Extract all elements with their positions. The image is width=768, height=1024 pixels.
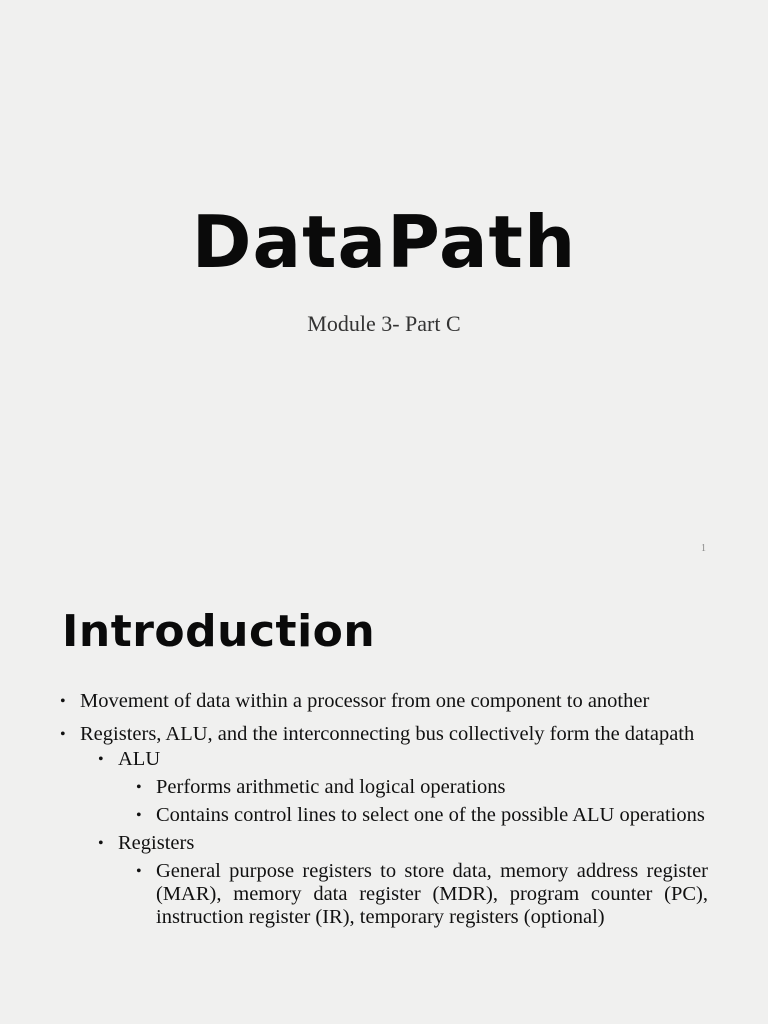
section-title: Introduction — [62, 606, 376, 657]
list-item-text: Movement of data within a processor from one component to another — [80, 690, 650, 712]
bullet-dot: • — [98, 835, 104, 852]
slide-title: DataPath — [191, 200, 577, 284]
list-item-text: General purpose registers to store data, memory address register (MAR), memory data register (MDR), program counter (PC), instruction register (IR), temporary registers (optional) — [156, 860, 708, 928]
bullet-dot: • — [98, 751, 104, 768]
list-item-text: Registers, ALU, and the interconnecting bus collectively form the datapath — [80, 723, 695, 745]
list-item-text: Contains control lines to select one of the possible ALU operations — [156, 804, 705, 826]
list-item — [58, 690, 708, 713]
list-item-text: Registers — [118, 832, 195, 854]
list-item — [58, 748, 708, 771]
list-item — [58, 804, 708, 827]
bullet-dot: • — [60, 693, 66, 710]
bullet-dot: • — [60, 726, 66, 743]
bullet-dot: • — [136, 779, 142, 796]
bullet-list — [58, 690, 708, 934]
page-number: 1 — [701, 543, 706, 554]
list-item — [58, 860, 708, 929]
bullet-dot: • — [136, 807, 142, 824]
bullet-dot: • — [136, 863, 142, 880]
list-item-text: ALU — [118, 748, 161, 770]
list-item — [58, 723, 708, 746]
list-item — [58, 776, 708, 799]
list-item — [58, 832, 708, 855]
introduction-slide — [0, 576, 768, 1024]
list-item-text: Performs arithmetic and logical operations — [156, 776, 506, 798]
slide-subtitle: Module 3- Part C — [307, 311, 461, 336]
